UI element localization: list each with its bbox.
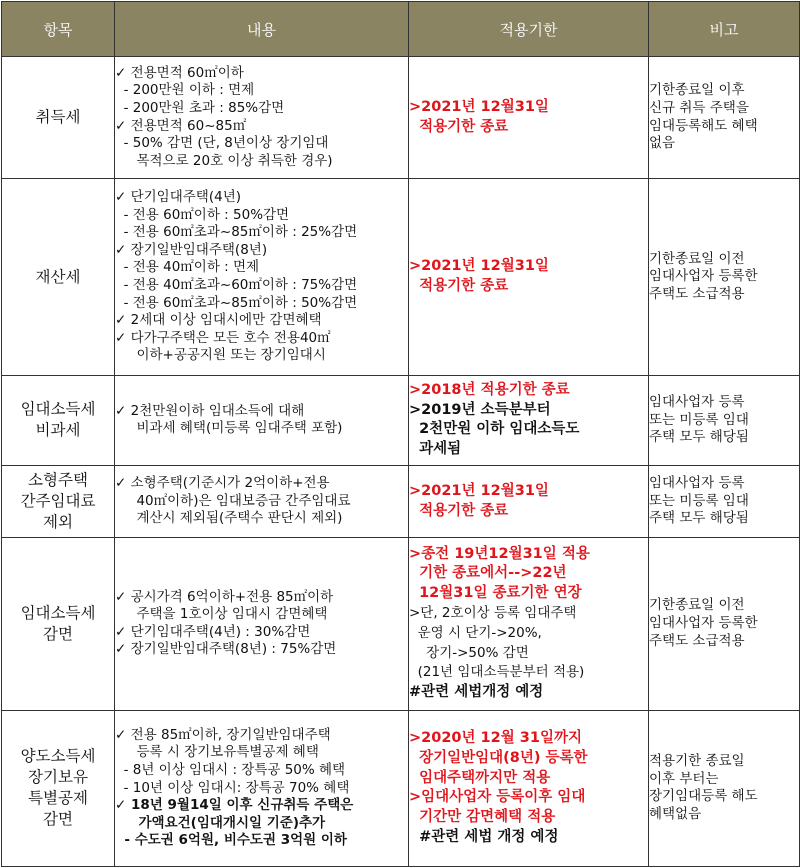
- item-label-line: 취득세: [35, 108, 81, 127]
- note-line: 없음: [649, 135, 676, 152]
- note-line: 주택 모두 해당됨: [649, 429, 749, 446]
- period-cell: [409, 538, 649, 710]
- period-line: 적용기한 종료: [409, 502, 509, 519]
- note-line: 기한종료일 이전: [649, 597, 745, 614]
- note-line: 주택도 소급적용: [649, 632, 745, 649]
- content-line: - 200만원 초과 : 85%감면: [115, 100, 285, 117]
- table-row: [2, 179, 800, 375]
- content-line: ✓ 단기임대주택(4년) : 30%감면: [115, 623, 311, 640]
- period-line: >2019년 소득분부터: [409, 401, 551, 418]
- content-line: 목적으로 20호 이상 취득한 경우): [115, 152, 333, 169]
- content-line: - 전용 60㎡초과~85㎡이하 : 50%감면: [115, 294, 358, 311]
- period-line: >2021년 12월31일: [409, 258, 549, 275]
- period-cell: [409, 179, 649, 375]
- item-label-line: 감면: [43, 624, 73, 643]
- content-cell: [115, 710, 409, 866]
- period-line: 기간만 감면혜택 적용: [409, 809, 556, 826]
- period-line: >2020년 12월 31일까지: [409, 729, 582, 746]
- content-line: ✓ 2세대 이상 임대시에만 감면혜택: [115, 312, 322, 329]
- content-line: 계산시 제외됨(주택수 판단시 제외): [115, 510, 343, 527]
- table-row: [2, 538, 800, 710]
- content-line: 이하+공공지원 또는 장기임대시: [115, 347, 326, 364]
- item-label-line: 제외: [43, 513, 73, 532]
- content-line: - 50% 감면 (단, 8년이상 장기임대: [115, 135, 329, 152]
- content-line: 비과세 혜택(미등록 임대주택 포함): [115, 420, 343, 437]
- note-cell: [649, 57, 800, 179]
- item-label-line: 특별공제: [28, 789, 88, 808]
- period-line: #관련 세법개정 예정: [409, 684, 544, 701]
- period-line: 임대주택까지만 적용: [409, 769, 551, 786]
- header-period: 적용기한: [409, 2, 649, 57]
- content-cell: [115, 466, 409, 538]
- period-line: #관련 세법 개정 예정: [409, 828, 559, 845]
- content-line: ✓ 전용 85㎡이하, 장기일반임대주택: [115, 726, 331, 743]
- table-row: [2, 57, 800, 179]
- item-cell: [2, 179, 115, 375]
- period-line: 적용기한 종료: [409, 278, 509, 295]
- note-line: 기한종료일 이후: [649, 82, 745, 99]
- content-line: ✓ 다가구주택은 모든 호수 전용40㎡: [115, 329, 331, 346]
- content-line: ✓ 공시가격 6억이하+전용 85㎡이하: [115, 588, 334, 605]
- note-line: 주택도 소급적용: [649, 285, 745, 302]
- content-line: - 200만원 이하 : 면제: [115, 82, 255, 99]
- content-line: - 8년 이상 임대시 : 장특공 50% 혜택: [115, 761, 346, 778]
- content-line: - 전용 60㎡초과~85㎡이하 : 25%감면: [115, 224, 358, 241]
- period-line: 2천만원 이하 임대소득도: [409, 421, 580, 438]
- note-line: 기한종료일 이전: [649, 250, 745, 267]
- content-line: - 수도권 6억원, 비수도권 3억원 이하: [115, 832, 347, 849]
- note-line: 임대사업자 등록한: [649, 268, 758, 285]
- period-line: 운영 시 단기->20%,: [409, 624, 542, 641]
- item-cell: [2, 375, 115, 465]
- content-line: ✓ 장기일반임대주택(8년): [115, 241, 268, 258]
- tax-benefit-table: [1, 1, 800, 867]
- content-cell: [115, 179, 409, 375]
- period-line: (21년 임대소득분부터 적용): [409, 664, 585, 681]
- item-label-line: 임대소득세: [20, 603, 96, 622]
- note-line: 이후 부터는: [649, 770, 719, 787]
- period-cell: [409, 710, 649, 866]
- note-cell: [649, 375, 800, 465]
- period-line: >2018년 적용기한 종료: [409, 381, 570, 398]
- note-cell: [649, 466, 800, 538]
- item-label-line: 양도소득세: [20, 747, 96, 766]
- header-content: 내용: [115, 2, 409, 57]
- content-cell: [115, 538, 409, 710]
- item-cell: [2, 538, 115, 710]
- note-line: 주택 모두 해당됨: [649, 510, 749, 527]
- content-line: ✓ 전용면적 60~85㎡: [115, 117, 247, 134]
- content-line: - 전용 40㎡이하 : 면제: [115, 259, 260, 276]
- period-line: >2021년 12월31일: [409, 482, 549, 499]
- item-label-line: 간주임대료: [20, 492, 96, 511]
- note-line: 또는 미등록 임대: [649, 492, 749, 509]
- content-line: ✓ 전용면적 60㎡이하: [115, 64, 244, 81]
- item-cell: [2, 57, 115, 179]
- content-line: - 전용 40㎡초과~60㎡이하 : 75%감면: [115, 277, 358, 294]
- period-line: 과세됨: [409, 441, 462, 458]
- content-line: 등록 시 장기보유특별공제 혜택: [115, 744, 319, 761]
- period-cell: [409, 466, 649, 538]
- period-line: 장기->50% 감면: [409, 644, 529, 661]
- note-line: 혜택없음: [649, 805, 702, 822]
- note-line: 적용기한 종료일: [649, 753, 745, 770]
- period-cell: [409, 375, 649, 465]
- table-row: [2, 710, 800, 866]
- note-line: 임대등록해도 혜택: [649, 117, 758, 134]
- content-line: - 10년 이상 임대시: 장특공 70% 혜택: [115, 779, 350, 796]
- item-label-line: 장기보유: [28, 768, 88, 787]
- header-row: [2, 2, 800, 57]
- header-note: 비고: [649, 2, 800, 57]
- content-line: 주택을 1호이상 임대시 감면혜택: [115, 606, 328, 623]
- header-item: 항목: [2, 2, 115, 57]
- note-line: 임대사업자 등록한: [649, 615, 758, 632]
- content-line: ✓ 장기일반임대주택(8년) : 75%감면: [115, 641, 337, 658]
- table-row: [2, 375, 800, 465]
- content-cell: [115, 57, 409, 179]
- period-line: 장기일반임대(8년) 등록한: [409, 749, 588, 766]
- note-line: 장기임대등록 해도: [649, 788, 758, 805]
- content-line: ✓ 소형주택(기준시가 2억이하+전용: [115, 475, 330, 492]
- note-line: 임대사업자 등록: [649, 475, 745, 492]
- note-cell: [649, 179, 800, 375]
- note-line: 신규 취득 주택을: [649, 100, 749, 117]
- note-line: 또는 미등록 임대: [649, 411, 749, 428]
- period-line: 12월31일 종료기한 연장: [409, 585, 582, 602]
- item-cell: [2, 710, 115, 866]
- item-label-line: 임대소득세: [20, 400, 96, 419]
- period-line: 기한 종료에서-->22년: [409, 565, 567, 582]
- item-label-line: 소형주택: [28, 471, 88, 490]
- content-line: 40㎡이하)은 임대보증금 간주임대료: [115, 492, 351, 509]
- period-line: >2021년 12월31일: [409, 98, 549, 115]
- note-cell: [649, 538, 800, 710]
- item-label-line: 재산세: [35, 267, 81, 286]
- item-cell: [2, 466, 115, 538]
- period-cell: [409, 57, 649, 179]
- content-line: ✓ 18년 9월14일 이후 신규취득 주택은: [115, 797, 354, 814]
- content-line: ✓ 2천만원이하 임대소득에 대해: [115, 402, 305, 419]
- note-line: 임대사업자 등록: [649, 394, 745, 410]
- item-label-line: 감면: [43, 810, 73, 829]
- content-line: 가액요건(임대개시일 기준)추가: [115, 814, 326, 831]
- note-cell: [649, 710, 800, 866]
- period-line: >단, 2호이상 등록 임대주택: [409, 605, 577, 622]
- period-line: >종전 19년12월31일 적용: [409, 545, 590, 562]
- item-label-line: 비과세: [35, 421, 81, 440]
- content-line: ✓ 단기임대주택(4년): [115, 189, 242, 206]
- period-line: 적용기한 종료: [409, 118, 509, 135]
- content-cell: [115, 375, 409, 465]
- table-row: [2, 466, 800, 538]
- period-line: >임대사업자 등록이후 임대: [409, 789, 586, 806]
- content-line: - 전용 60㎡이하 : 50%감면: [115, 206, 290, 223]
